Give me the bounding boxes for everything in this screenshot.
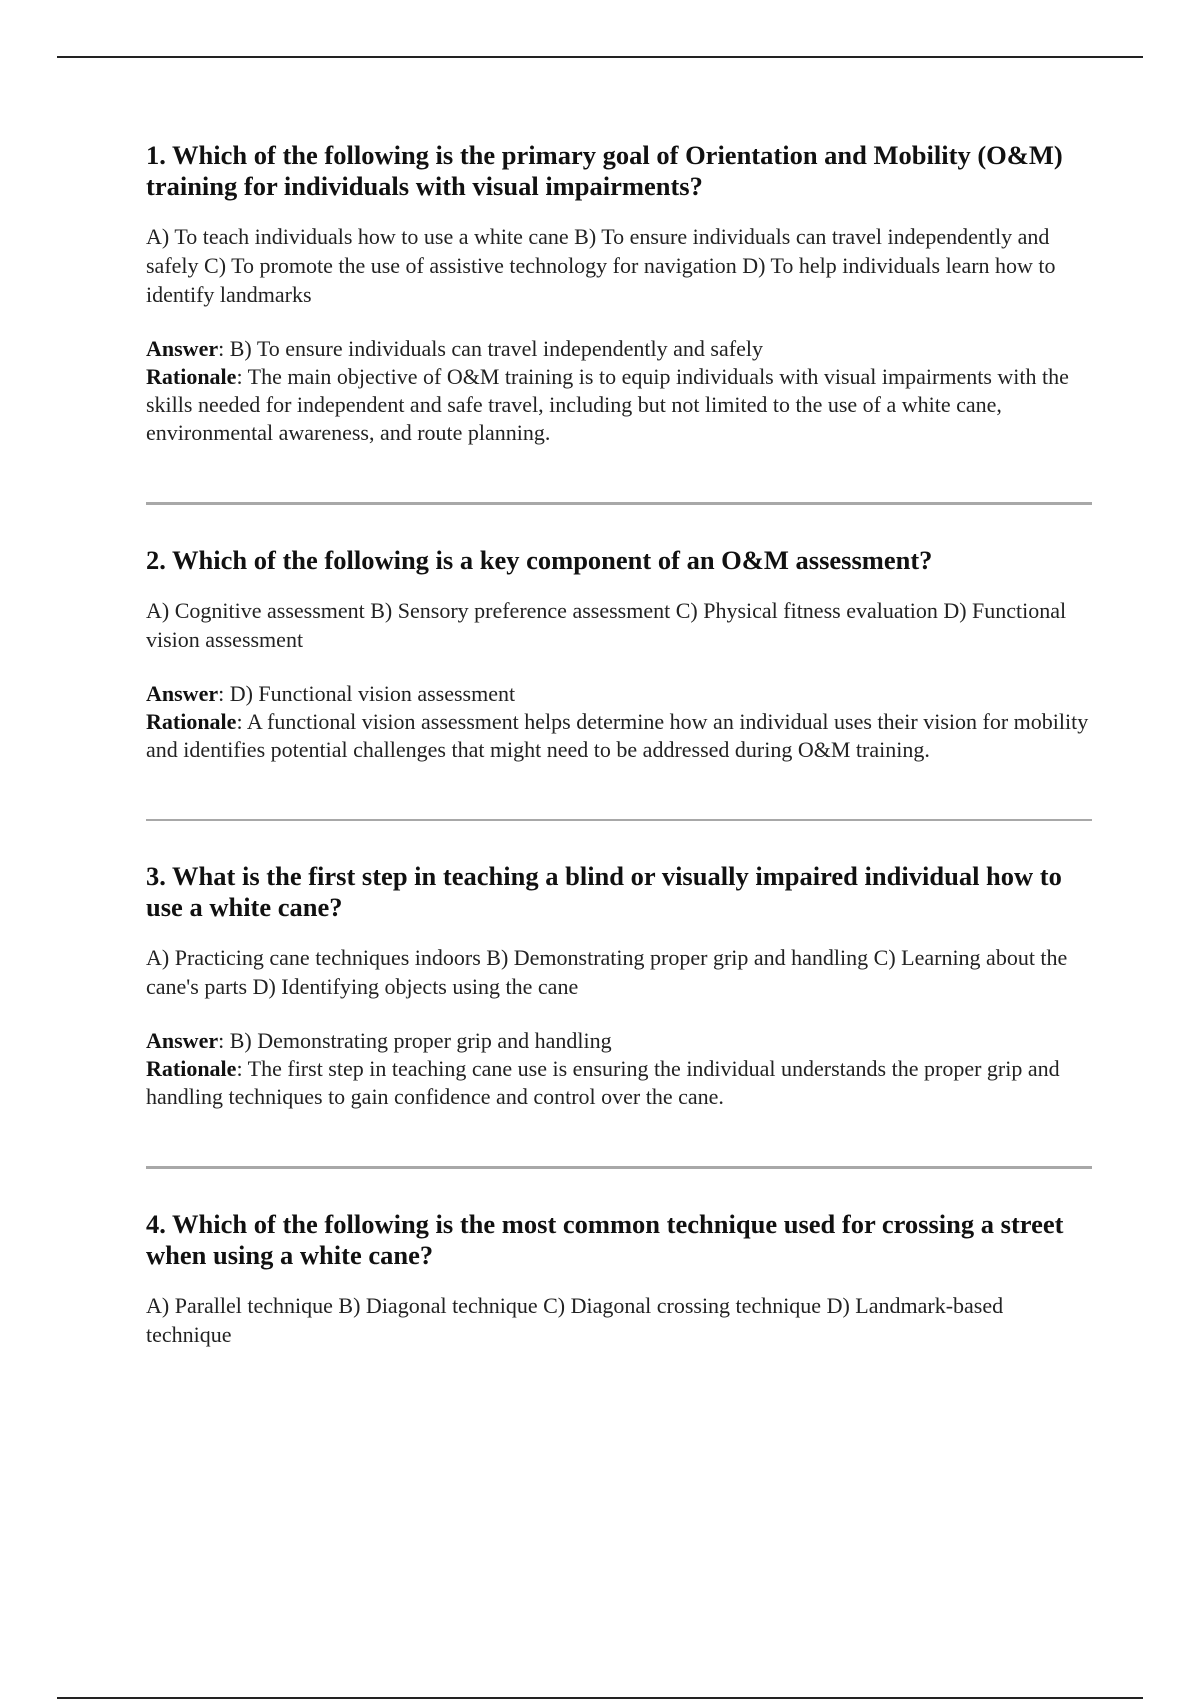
question-options: A) To teach individuals how to use a white cane B) To ensure individuals can travel independently and safely C) To promote the use of assistive technology for navigation D) To help individuals learn how to identify landmarks <box>146 224 1056 307</box>
question-title: 3. What is the first step in teaching a blind or visually impaired individual how to use a white cane? <box>146 861 1062 922</box>
question-options: A) Practicing cane techniques indoors B) Demonstrating proper grip and handling C) Learning about the cane's parts D) Identifying objects using the cane <box>146 945 1068 999</box>
answer-label: Answer <box>146 336 219 361</box>
question-title: 1. Which of the following is the primary goal of Orientation and Mobility (O&M) training for individuals with visual impairments? <box>146 140 1063 201</box>
question-title: 2. Which of the following is a key component of an O&M assessment? <box>146 545 933 575</box>
section-divider <box>146 1166 1092 1169</box>
answer-line <box>146 335 1092 363</box>
question-2 <box>146 545 1092 764</box>
answer-text: : B) To ensure individuals can travel independently and safely <box>218 336 763 361</box>
question-1 <box>146 140 1092 447</box>
answer-line <box>146 1027 1092 1055</box>
rationale-text: : The main objective of O&M training is to equip individuals with visual impairments with the skills needed for independent and safe travel, including but not limited to the use of a white cane, environmental awareness, and route planning. <box>146 364 1069 445</box>
question-options: A) Cognitive assessment B) Sensory preference assessment C) Physical fitness evaluation D) Functional vision assessment <box>146 598 1067 652</box>
rationale-label: Rationale <box>146 1056 237 1081</box>
answer-text: : B) Demonstrating proper grip and handling <box>218 1028 612 1053</box>
rationale-label: Rationale <box>146 364 237 389</box>
rationale-line <box>146 1055 1092 1111</box>
rationale-text: : The first step in teaching cane use is ensuring the individual understands the proper grip and handling techniques to gain confidence and control over the cane. <box>146 1056 1060 1109</box>
answer-label: Answer <box>146 1028 219 1053</box>
question-4 <box>146 1209 1092 1349</box>
rationale-text: : A functional vision assessment helps determine how an individual uses their vision for mobility and identifies potential challenges that might need to be addressed during O&M training. <box>146 709 1089 762</box>
section-divider <box>146 819 1092 821</box>
question-title: 4. Which of the following is the most common technique used for crossing a street when using a white cane? <box>146 1209 1064 1270</box>
page-top-rule <box>57 56 1143 58</box>
document-content <box>146 140 1092 1375</box>
answer-label: Answer <box>146 681 219 706</box>
rationale-line <box>146 363 1092 447</box>
question-3 <box>146 861 1092 1111</box>
question-options: A) Parallel technique B) Diagonal technique C) Diagonal crossing technique D) Landmark-based technique <box>146 1293 1004 1347</box>
page-bottom-rule <box>57 1697 1143 1699</box>
rationale-line <box>146 708 1092 764</box>
rationale-label: Rationale <box>146 709 237 734</box>
section-divider <box>146 502 1092 505</box>
answer-text: : D) Functional vision assessment <box>218 681 516 706</box>
answer-line <box>146 680 1092 708</box>
